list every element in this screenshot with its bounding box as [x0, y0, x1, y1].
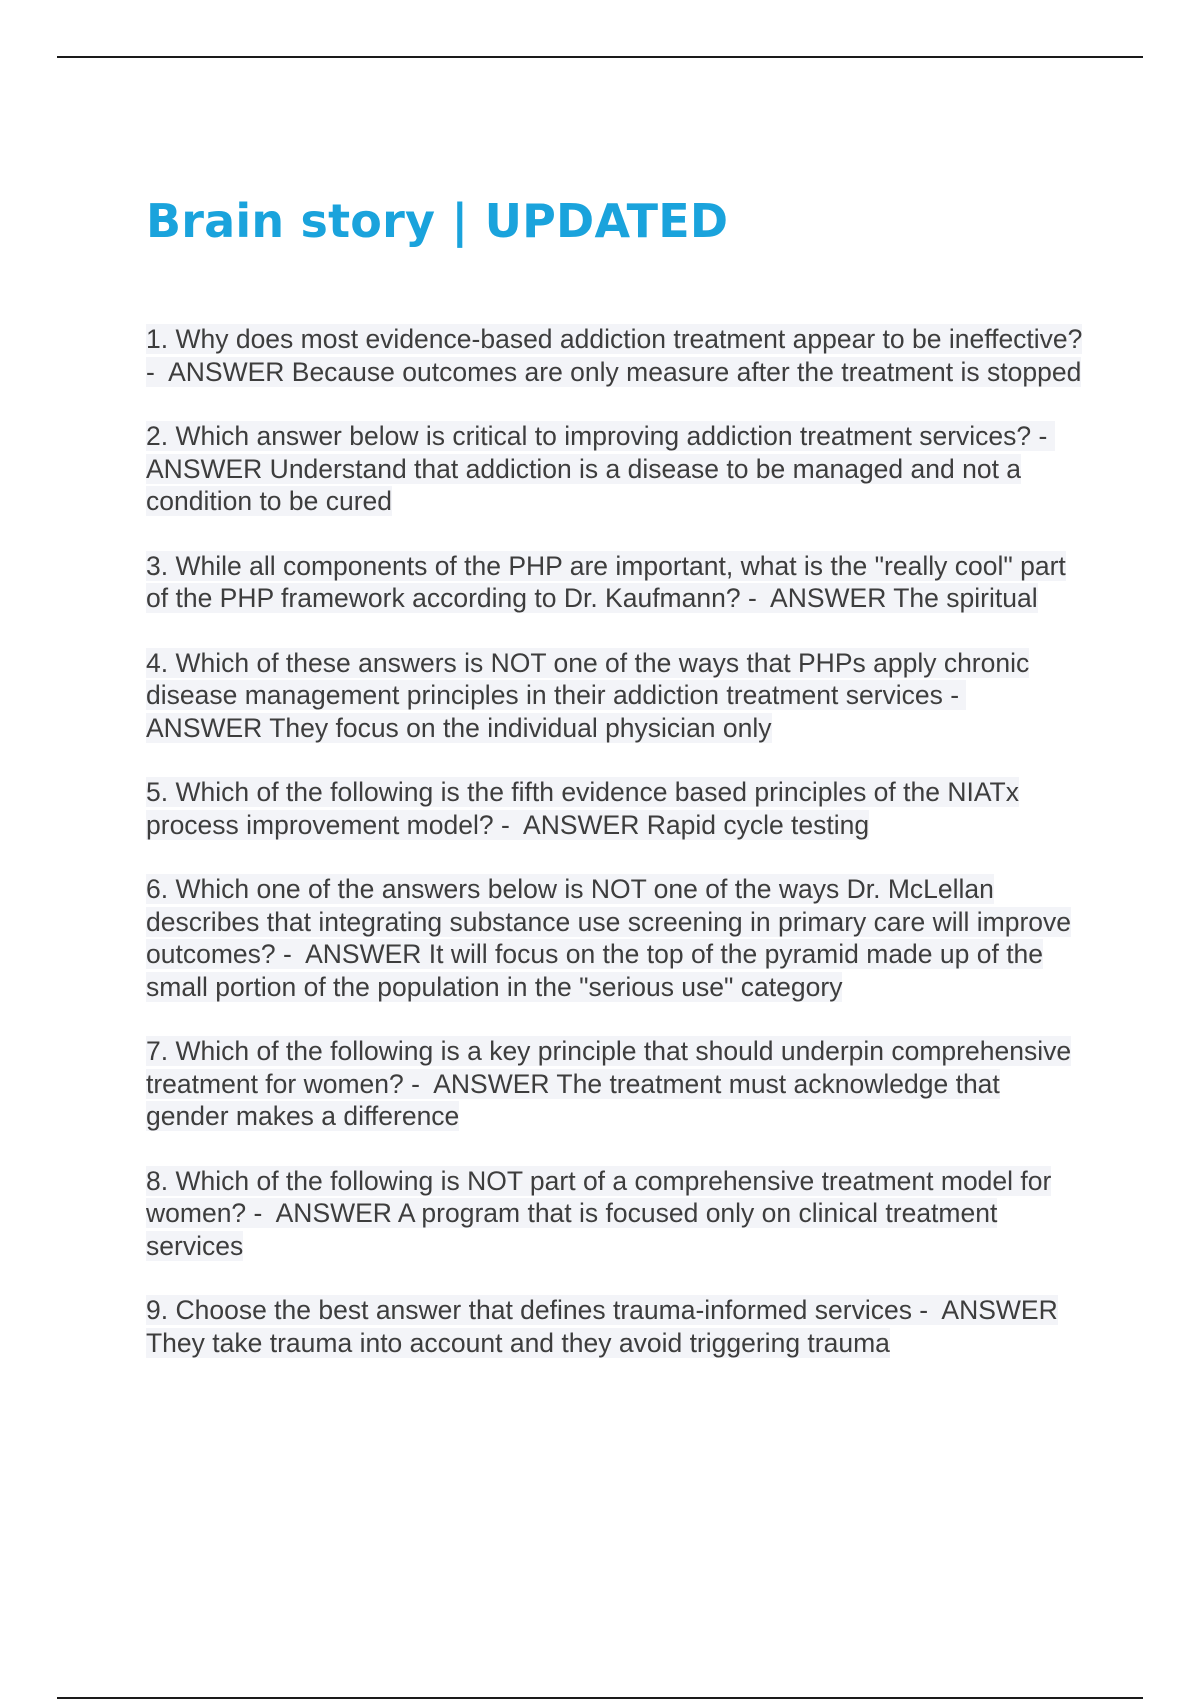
document-title: Brain story | UPDATED [146, 194, 729, 248]
question-text: 2. Which answer below is critical to improving addiction treatment services? - [146, 421, 1048, 451]
answer-text: ANSWER Because outcomes are only measure after the treatment is stopped [168, 356, 1082, 387]
answer-text: ANSWER It will focus on the top of the pyramid made up of the small portion of the population in the "serious use" category [146, 939, 1044, 1002]
qa-item-8 [146, 1165, 1086, 1263]
answer-text: ANSWER They take trauma into account and they avoid triggering trauma [146, 1295, 1058, 1358]
answer-text: ANSWER They focus on the individual physician only [146, 712, 772, 743]
question-text: 1. Why does most evidence-based addiction treatment appear to be ineffective? - [146, 324, 1083, 387]
qa-item-9 [146, 1294, 1086, 1359]
question-text: 4. Which of these answers is NOT one of the ways that PHPs apply chronic disease management principles in their addiction treatment services - [146, 647, 1030, 710]
question-text: 6. Which one of the answers below is NOT one of the ways Dr. McLellan describes that integrating substance use screening in primary care will improve outcomes? - [146, 874, 1071, 969]
question-text: 9. Choose the best answer that defines trauma-informed services - [146, 1295, 929, 1325]
header-rule [57, 56, 1143, 58]
answer-text: ANSWER Understand that addiction is a disease to be managed and not a condition to be cured [146, 453, 1022, 516]
answer-text: ANSWER The spiritual [770, 583, 1038, 613]
answer-text: ANSWER A program that is focused only on clinical treatment services [146, 1198, 998, 1261]
footer-rule [57, 1697, 1143, 1699]
answer-text: ANSWER The treatment must acknowledge that gender makes a difference [146, 1068, 1000, 1131]
qa-item-6 [146, 873, 1086, 1003]
question-text: 3. While all components of the PHP are important, what is the "really cool" part of the PHP framework according to Dr. Kaufmann? - [146, 550, 1066, 613]
qa-list [146, 323, 1086, 1391]
answer-text: ANSWER Rapid cycle testing [523, 809, 870, 840]
qa-item-3 [146, 550, 1086, 615]
qa-item-5 [146, 776, 1086, 841]
qa-item-4 [146, 647, 1086, 745]
question-text: 5. Which of the following is the fifth evidence based principles of the NIATx process improvement model? - [146, 777, 1019, 840]
question-text: 8. Which of the following is NOT part of a comprehensive treatment model for women? - [146, 1165, 1052, 1228]
qa-item-7 [146, 1035, 1086, 1133]
qa-item-1 [146, 323, 1086, 388]
question-text: 7. Which of the following is a key principle that should underpin comprehensive treatment for women? - [146, 1036, 1072, 1099]
qa-item-2 [146, 420, 1086, 518]
